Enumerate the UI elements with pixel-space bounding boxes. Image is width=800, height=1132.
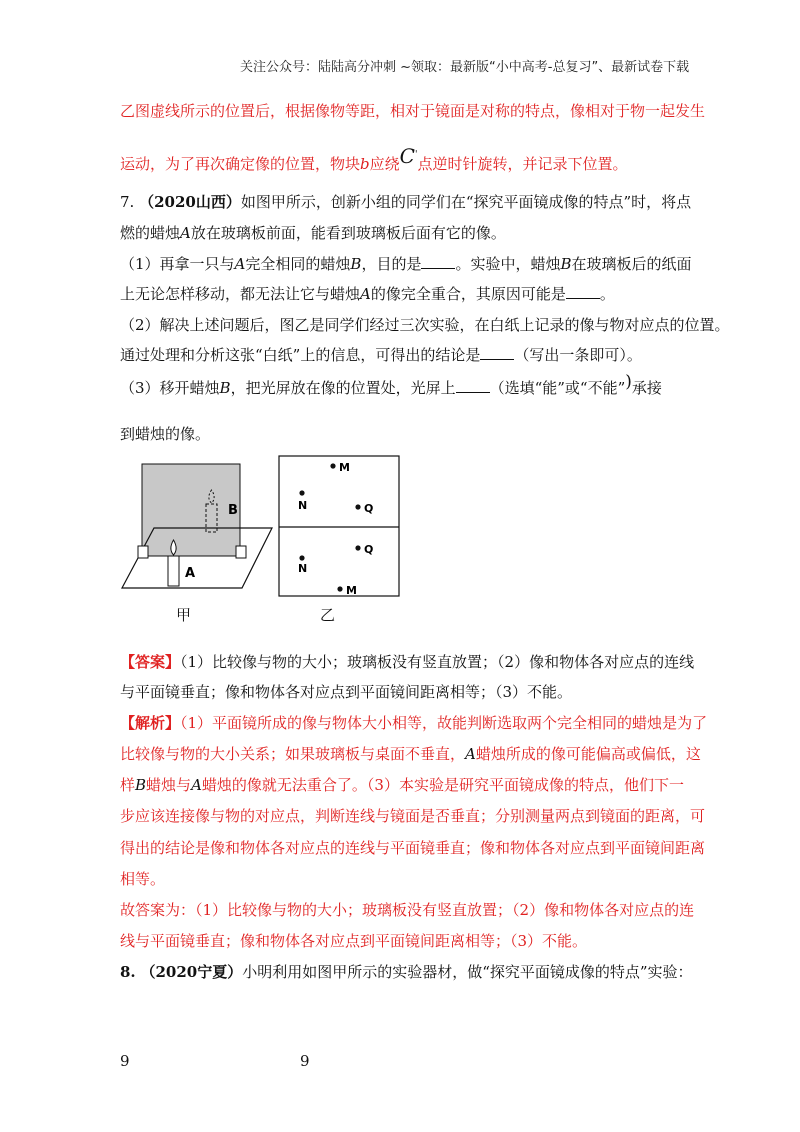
point-n-top: [299, 490, 304, 495]
question-source: （2020宁夏）: [140, 963, 243, 981]
q7-part-1b: [120, 284, 615, 304]
paren: ): [625, 372, 632, 392]
question-text: （写出一条即可）。: [514, 346, 642, 364]
analysis-line-8: 线与平面镜垂直；像和物体各对应点到平面镜间距离相等；（3）不能。: [120, 932, 588, 950]
question-number: 8.: [120, 963, 136, 981]
label-n-top: N: [298, 499, 308, 512]
intro-line-1: 乙图虚线所示的位置后，根据像物等距，相对于镜面是对称的特点，像相对于物一起发生: [120, 102, 706, 120]
point-q-top: [355, 504, 360, 509]
page-header: 关注公众号：陆陆高分冲刺 ~领取：最新版“小中高考-总复习”、最新试卷下载: [240, 60, 690, 75]
q7-stem-line-1: [120, 192, 691, 212]
analysis-text: 蜡烛的像就无法重合了。（3）本实验是研究平面镜成像的特点，他们下一: [201, 776, 684, 794]
glass-plate: [142, 464, 240, 556]
question-source: （2020山西）: [139, 193, 241, 211]
var-c-prime: ': [414, 150, 418, 160]
label-q-top: Q: [364, 502, 374, 515]
question-text: （选填“能”或“不能”: [489, 379, 626, 397]
q7-part-3: [120, 372, 662, 398]
var-b: B: [135, 776, 147, 794]
analysis-line-1: [120, 713, 707, 733]
intro-text: 点逆时针旋转，并记录下位置。: [417, 155, 628, 173]
var-b: b: [360, 155, 370, 173]
question-text: 燃的蜡烛: [120, 224, 181, 242]
answer-blank: [566, 284, 600, 299]
question-text: 的像完全重合，其原因可能是: [370, 285, 566, 303]
point-n-bottom: [299, 555, 304, 560]
analysis-line-7: 故答案为：（1）比较像与物的大小；玻璃板没有竖直放置；（2）像和物体各对应点的连: [120, 901, 695, 919]
question-text: 放在玻璃板前面，能看到玻璃板后面有它的像。: [190, 224, 506, 242]
var-b: B: [219, 379, 231, 397]
answer-line-2: 与平面镜垂直；像和物体各对应点到平面镜间距离相等；（3）不能。: [120, 683, 573, 701]
question-text: （1）再拿一只与: [120, 255, 235, 273]
question-text: 完全相同的蜡烛: [245, 255, 351, 273]
label-m-bottom: M: [346, 584, 357, 597]
point-m-bottom: [337, 586, 342, 591]
q7-part-3-line-2: 到蜡烛的像。: [120, 425, 211, 443]
figure-yi-diagram: [278, 455, 403, 600]
analysis-line-4: 步应该连接像与物的对应点，判断连线与镜面是否垂直；分别测量两点到镜面的距离，可: [120, 807, 706, 825]
question-text: 在玻璃板后的纸面: [571, 255, 692, 273]
question-text: 上无论怎样移动，都无法让它与蜡烛: [120, 285, 361, 303]
var-a: A: [180, 224, 191, 242]
answer-tag: 【答案】: [120, 653, 181, 671]
q7-stem-line-2: [120, 223, 506, 243]
analysis-text: 蜡烛所成的像可能偏高或偏低，这: [475, 745, 701, 763]
intro-text: 运动，为了再次确定像的位置，物块: [120, 155, 361, 173]
var-a: A: [191, 776, 202, 794]
q7-part-2-line-2: [120, 345, 642, 365]
var-a: A: [234, 255, 246, 273]
analysis-text: 蜡烛与: [146, 776, 192, 794]
support-left: [138, 546, 148, 558]
page-number-left: 9: [120, 1052, 130, 1070]
analysis-text: 样: [120, 776, 136, 794]
var-a: A: [465, 745, 476, 763]
q7-part-2-line-1: （2）解决上述问题后，图乙是同学们经过三次实验，在白纸上记录的像与物对应点的位置。: [120, 316, 730, 334]
answer-text: （1）比较像与物的大小；玻璃板没有竖直放置；（2）像和物体各对应点的连线: [180, 653, 695, 671]
caption-jia: 甲: [176, 606, 192, 624]
question-text: 。: [599, 285, 615, 303]
question-text: 小明利用如图甲所示的实验器材，做“探究平面镜成像的特点”实验：: [242, 963, 693, 981]
analysis-line-5: 得出的结论是像和物体各对应点的连线与平面镜垂直；像和物体各对应点到平面镜间距离: [120, 839, 706, 857]
point-m-top: [330, 463, 335, 468]
support-right: [236, 546, 246, 558]
question-text: ，目的是: [361, 255, 422, 273]
question-text: ，把光屏放在像的位置处，光屏上: [230, 379, 456, 397]
answer-blank: [480, 345, 514, 360]
analysis-line-3: [120, 775, 684, 795]
caption-yi: 乙: [320, 606, 336, 624]
q8-stem: [120, 962, 693, 982]
answer-blank: [456, 378, 490, 393]
analysis-line-6: 相等。: [120, 870, 166, 888]
question-text: 。实验中，蜡烛: [455, 255, 561, 273]
intro-text: 应绕: [369, 155, 400, 173]
analysis-tag: 【解析】: [120, 714, 181, 732]
var-c: C: [399, 144, 415, 168]
candle-a: [168, 556, 179, 586]
page-number-middle: 9: [300, 1052, 310, 1070]
analysis-line-2: [120, 744, 701, 764]
question-text: 如图甲所示，创新小组的同学们在“探究平面镜成像的特点”时，将点: [240, 193, 692, 211]
white-paper: [279, 456, 399, 596]
label-b: B: [228, 503, 238, 518]
answer-blank: [421, 254, 455, 269]
figure-jia-diagram: [118, 460, 278, 595]
intro-line-2: [120, 144, 628, 177]
question-text: 通过处理和分析这张“白纸”上的信息，可得出的结论是: [120, 346, 481, 364]
point-q-bottom: [355, 545, 360, 550]
var-a: A: [360, 285, 371, 303]
question-text: （3）移开蜡烛: [120, 379, 220, 397]
var-b: B: [350, 255, 362, 273]
label-q-bottom: Q: [364, 543, 374, 556]
var-b: B: [560, 255, 572, 273]
q7-part-1: [120, 254, 692, 274]
label-a: A: [185, 566, 196, 581]
analysis-text: 比较像与物的大小关系；如果玻璃板与桌面不垂直，: [120, 745, 466, 763]
label-m-top: M: [339, 461, 350, 474]
label-n-bottom: N: [298, 562, 308, 575]
answer-line-1: [120, 652, 694, 672]
question-text: 承接: [631, 379, 662, 397]
analysis-text: （1）平面镜所成的像与物体大小相等，故能判断选取两个完全相同的蜡烛是为了: [180, 714, 708, 732]
question-number: 7.: [120, 193, 135, 211]
